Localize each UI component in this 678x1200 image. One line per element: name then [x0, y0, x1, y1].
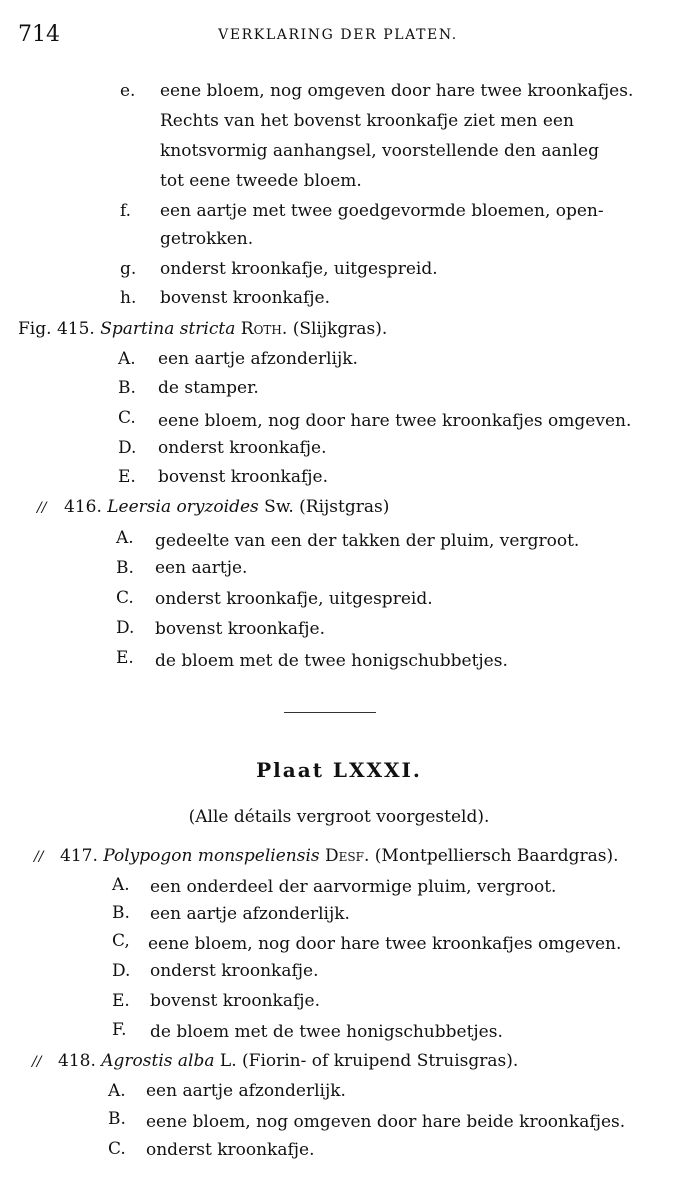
item-text: onderst kroonkafje, uitgespreid. [155, 589, 433, 609]
item-label: A. [108, 1081, 126, 1101]
figure-number: 418. [58, 1051, 96, 1071]
item-label: B. [116, 558, 134, 578]
author-abbrev: Sw. [264, 497, 294, 517]
item-text: gedeelte van een der takken der pluim, vergroot. [155, 531, 580, 551]
item-label: C. [116, 588, 134, 608]
ditto-mark: // [34, 849, 44, 865]
item-label: A. [112, 875, 130, 895]
figure-number: 416. [64, 497, 102, 517]
figure-heading [58, 1050, 518, 1072]
common-name: (Rijstgras) [299, 497, 390, 517]
item-text: een aartje afzonderlijk. [146, 1081, 346, 1101]
item-label: D. [118, 438, 137, 458]
item-text: onderst kroonkafje. [146, 1140, 315, 1160]
item-text: eene bloem, nog omgeven door hare beide kroonkafjes. [146, 1112, 626, 1132]
item-text: knotsvormig aanhangsel, voorstellende den aanleg [160, 141, 599, 161]
plate-note: (Alle détails vergroot voorgesteld). [188, 807, 490, 827]
item-label: C, [112, 931, 130, 951]
item-label: E. [112, 991, 130, 1011]
item-text: bovenst kroonkafje. [160, 288, 330, 308]
item-text: een onderdeel der aarvormige pluim, vergroot. [150, 877, 557, 897]
figure-heading [18, 318, 387, 340]
species-name: Leersia oryzoides [107, 497, 259, 517]
item-text: tot eene tweede bloem. [160, 171, 362, 191]
item-text: een aartje afzonderlijk. [158, 349, 358, 369]
common-name: (Slijkgras). [292, 319, 388, 339]
page-header [18, 22, 658, 52]
common-name: (Fiorin- of kruipend Struisgras). [242, 1051, 519, 1071]
figure-number: 415. [56, 319, 95, 339]
item-label: C. [118, 408, 136, 428]
item-label: D. [112, 961, 131, 981]
figure-prefix: Fig. [18, 319, 52, 339]
running-head: VERKLARING DER PLATEN. [218, 27, 458, 43]
item-label: h. [120, 288, 137, 308]
figure-heading [64, 496, 389, 518]
section-divider [284, 712, 376, 713]
item-text: een aartje met twee goedgevormde bloemen, open- [160, 201, 604, 221]
item-label: F. [112, 1020, 127, 1040]
item-text: bovenst kroonkafje. [150, 991, 320, 1011]
author-abbrev: Desf. [325, 846, 370, 866]
item-text: bovenst kroonkafje. [158, 467, 328, 487]
item-label: C. [108, 1139, 126, 1159]
ditto-mark: // [32, 1054, 42, 1070]
figure-number: 417. [60, 846, 98, 866]
page-number: 714 [18, 22, 60, 47]
item-text: onderst kroonkafje, uitgespreid. [160, 259, 438, 279]
item-text: onderst kroonkafje. [150, 961, 319, 981]
common-name: (Montpelliersch Baardgras). [374, 846, 619, 866]
item-label: B. [118, 378, 136, 398]
item-text: de bloem met de twee honigschubbetjes. [155, 651, 508, 671]
item-text: getrokken. [160, 229, 254, 249]
item-label: E. [118, 467, 136, 487]
item-text: Rechts van het bovenst kroonkafje ziet men een [160, 111, 574, 131]
species-name: Spartina stricta [100, 319, 236, 339]
ditto-mark: // [37, 500, 47, 516]
item-text: eene bloem, nog door hare twee kroonkafjes omgeven. [148, 934, 622, 954]
item-text: eene bloem, nog door hare twee kroonkafjes omgeven. [158, 411, 632, 431]
item-label: B. [112, 903, 130, 923]
item-label: D. [116, 618, 135, 638]
item-label: A. [118, 349, 136, 369]
item-text: onderst kroonkafje. [158, 438, 327, 458]
item-label: g. [120, 259, 137, 279]
item-label: E. [116, 648, 134, 668]
species-name: Agrostis alba [101, 1051, 215, 1071]
item-text: een aartje afzonderlijk. [150, 904, 350, 924]
item-label: e. [120, 81, 136, 101]
author-abbrev: Roth. [240, 319, 288, 339]
item-text: bovenst kroonkafje. [155, 619, 325, 639]
figure-heading [60, 845, 619, 867]
item-label: B. [108, 1109, 126, 1129]
item-text: de bloem met de twee honigschubbetjes. [150, 1022, 503, 1042]
item-text: eene bloem, nog omgeven door hare twee kroonkafjes. [160, 81, 634, 101]
species-name: Polypogon monspeliensis [103, 846, 320, 866]
plate-title: Plaat LXXXI. [256, 758, 422, 782]
author-abbrev: L. [219, 1051, 237, 1071]
item-label: f. [120, 201, 132, 221]
item-label: A. [116, 528, 134, 548]
item-text: een aartje. [155, 558, 248, 578]
item-text: de stamper. [158, 378, 259, 398]
